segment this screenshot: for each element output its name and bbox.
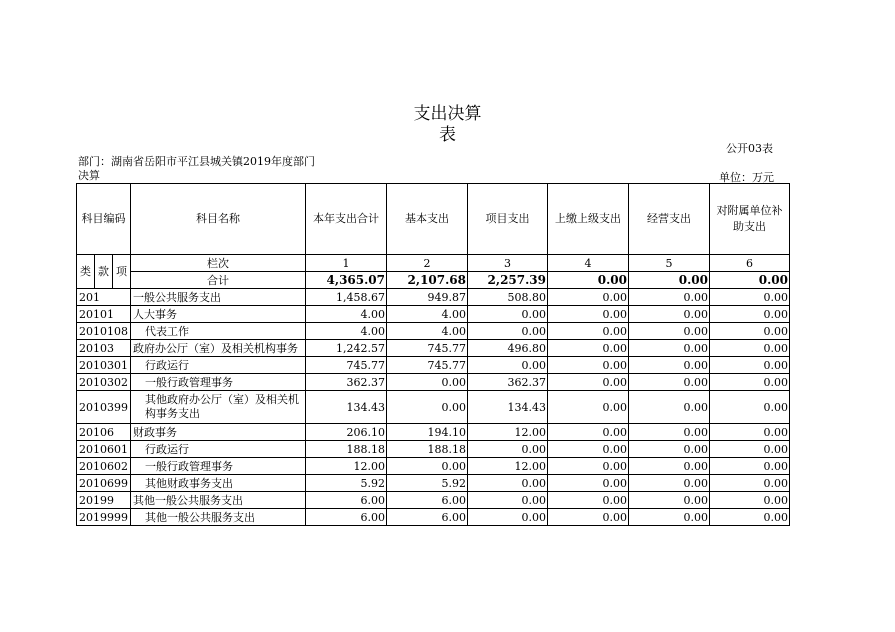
row-code: 20101	[77, 306, 131, 323]
row-value: 4.00	[306, 306, 387, 323]
row-value: 0.00	[629, 458, 710, 475]
col-index-4: 4	[548, 255, 629, 272]
row-value: 0.00	[387, 374, 468, 391]
row-name: 行政运行	[131, 441, 306, 458]
expenditure-table	[76, 183, 790, 526]
row-value: 0.00	[548, 391, 629, 424]
row-value: 496.80	[468, 340, 548, 357]
row-value: 188.18	[387, 441, 468, 458]
row-value: 12.00	[468, 458, 548, 475]
row-value: 6.00	[306, 492, 387, 509]
row-code: 2010399	[77, 391, 131, 424]
row-value: 0.00	[468, 509, 548, 526]
row-value: 0.00	[710, 340, 790, 357]
total-cell: 4,365.07	[306, 272, 387, 289]
row-value: 0.00	[468, 441, 548, 458]
table-row	[77, 289, 790, 306]
row-code: 2010301	[77, 357, 131, 374]
department-label: 部门：湖南省岳阳市平江县城关镇2019年度部门决算	[78, 155, 315, 182]
row-value: 0.00	[710, 441, 790, 458]
row-name: 人大事务	[131, 306, 306, 323]
row-name: 政府办公厅（室）及相关机构事务	[131, 340, 306, 357]
header-xiang: 项	[113, 255, 131, 289]
row-value: 0.00	[629, 374, 710, 391]
row-value: 6.00	[387, 492, 468, 509]
row-value: 0.00	[710, 323, 790, 340]
col-index-1: 1	[306, 255, 387, 272]
row-value: 0.00	[710, 475, 790, 492]
row-name: 一般公共服务支出	[131, 289, 306, 306]
row-value: 0.00	[710, 391, 790, 424]
row-value: 0.00	[548, 509, 629, 526]
row-name: 一般行政管理事务	[131, 458, 306, 475]
row-value: 0.00	[710, 424, 790, 441]
row-value: 0.00	[548, 458, 629, 475]
row-value: 1,458.67	[306, 289, 387, 306]
table-row	[77, 357, 790, 374]
row-value: 194.10	[387, 424, 468, 441]
table-row	[77, 509, 790, 526]
table-row	[77, 475, 790, 492]
row-value: 5.92	[387, 475, 468, 492]
row-value: 12.00	[306, 458, 387, 475]
row-name: 财政事务	[131, 424, 306, 441]
row-value: 0.00	[629, 340, 710, 357]
row-value: 949.87	[387, 289, 468, 306]
row-value: 6.00	[306, 509, 387, 526]
row-value: 0.00	[548, 374, 629, 391]
row-value: 0.00	[710, 458, 790, 475]
row-value: 0.00	[548, 441, 629, 458]
col-index-6: 6	[710, 255, 790, 272]
row-code: 2010601	[77, 441, 131, 458]
row-value: 0.00	[548, 340, 629, 357]
table-row	[77, 374, 790, 391]
report-title: 支出决算	[413, 104, 482, 124]
row-value: 0.00	[548, 492, 629, 509]
row-value: 4.00	[387, 323, 468, 340]
table-row	[77, 391, 790, 424]
header-project: 项目支出	[468, 184, 548, 255]
row-value: 0.00	[629, 509, 710, 526]
table-row	[77, 458, 790, 475]
header-total: 本年支出合计	[306, 184, 387, 255]
row-value: 134.43	[306, 391, 387, 424]
row-value: 0.00	[710, 374, 790, 391]
row-value: 4.00	[387, 306, 468, 323]
row-code: 2010699	[77, 475, 131, 492]
header-lanci: 栏次	[131, 255, 306, 272]
row-value: 362.37	[468, 374, 548, 391]
row-value: 134.43	[468, 391, 548, 424]
row-value: 0.00	[548, 323, 629, 340]
row-value: 0.00	[710, 289, 790, 306]
row-code: 2010108	[77, 323, 131, 340]
row-name: 其他财政事务支出	[131, 475, 306, 492]
row-name: 代表工作	[131, 323, 306, 340]
row-value: 0.00	[629, 306, 710, 323]
row-value: 0.00	[548, 306, 629, 323]
row-value: 5.92	[306, 475, 387, 492]
col-index-5: 5	[629, 255, 710, 272]
row-value: 0.00	[387, 458, 468, 475]
row-value: 0.00	[548, 475, 629, 492]
row-code: 2010302	[77, 374, 131, 391]
row-value: 12.00	[468, 424, 548, 441]
header-upper: 上缴上级支出	[548, 184, 629, 255]
row-value: 0.00	[629, 391, 710, 424]
header-lei: 类	[77, 255, 95, 289]
row-value: 0.00	[629, 323, 710, 340]
row-value: 4.00	[306, 323, 387, 340]
col-index-3: 3	[468, 255, 548, 272]
row-code: 2010602	[77, 458, 131, 475]
row-value: 6.00	[387, 509, 468, 526]
row-value: 745.77	[387, 340, 468, 357]
row-value: 0.00	[468, 357, 548, 374]
row-value: 1,242.57	[306, 340, 387, 357]
row-name: 其他一般公共服务支出	[131, 509, 306, 526]
row-value: 0.00	[629, 424, 710, 441]
row-value: 0.00	[629, 289, 710, 306]
row-value: 0.00	[629, 492, 710, 509]
row-name: 行政运行	[131, 357, 306, 374]
row-value: 0.00	[629, 357, 710, 374]
row-value: 745.77	[387, 357, 468, 374]
form-number: 公开03表	[726, 142, 773, 155]
row-value: 745.77	[306, 357, 387, 374]
row-value: 0.00	[710, 357, 790, 374]
row-name: 一般行政管理事务	[131, 374, 306, 391]
table-row	[77, 492, 790, 509]
row-code: 20106	[77, 424, 131, 441]
total-cell: 2,107.68	[387, 272, 468, 289]
table-row	[77, 306, 790, 323]
table-row	[77, 340, 790, 357]
header-code: 科目编码	[77, 184, 131, 255]
header-kuan: 款	[95, 255, 113, 289]
total-cell: 0.00	[548, 272, 629, 289]
row-code: 201	[77, 289, 131, 306]
row-value: 206.10	[306, 424, 387, 441]
unit-label: 单位：万元	[719, 171, 774, 184]
total-cell: 0.00	[710, 272, 790, 289]
row-code: 2019999	[77, 509, 131, 526]
row-value: 362.37	[306, 374, 387, 391]
row-value: 0.00	[387, 391, 468, 424]
row-value: 0.00	[710, 306, 790, 323]
col-index-2: 2	[387, 255, 468, 272]
table-row	[77, 424, 790, 441]
row-value: 0.00	[468, 306, 548, 323]
table-row	[77, 441, 790, 458]
header-subsidy: 对附属单位补助支出	[710, 184, 790, 255]
row-value: 0.00	[710, 509, 790, 526]
total-cell: 2,257.39	[468, 272, 548, 289]
report-title-line2: 表	[439, 125, 456, 145]
row-value: 0.00	[468, 492, 548, 509]
row-value: 508.80	[468, 289, 548, 306]
row-value: 0.00	[548, 289, 629, 306]
row-code: 20199	[77, 492, 131, 509]
table-row	[77, 323, 790, 340]
header-business: 经营支出	[629, 184, 710, 255]
row-name: 其他一般公共服务支出	[131, 492, 306, 509]
row-value: 0.00	[629, 441, 710, 458]
sum-label: 合计	[131, 272, 306, 289]
row-value: 0.00	[629, 475, 710, 492]
total-cell: 0.00	[629, 272, 710, 289]
row-value: 0.00	[710, 492, 790, 509]
row-name: 其他政府办公厅（室）及相关机构事务支出	[131, 391, 306, 424]
header-basic: 基本支出	[387, 184, 468, 255]
row-value: 0.00	[468, 323, 548, 340]
header-name: 科目名称	[131, 184, 306, 255]
row-value: 0.00	[468, 475, 548, 492]
row-code: 20103	[77, 340, 131, 357]
row-value: 0.00	[548, 357, 629, 374]
row-value: 0.00	[548, 424, 629, 441]
row-value: 188.18	[306, 441, 387, 458]
